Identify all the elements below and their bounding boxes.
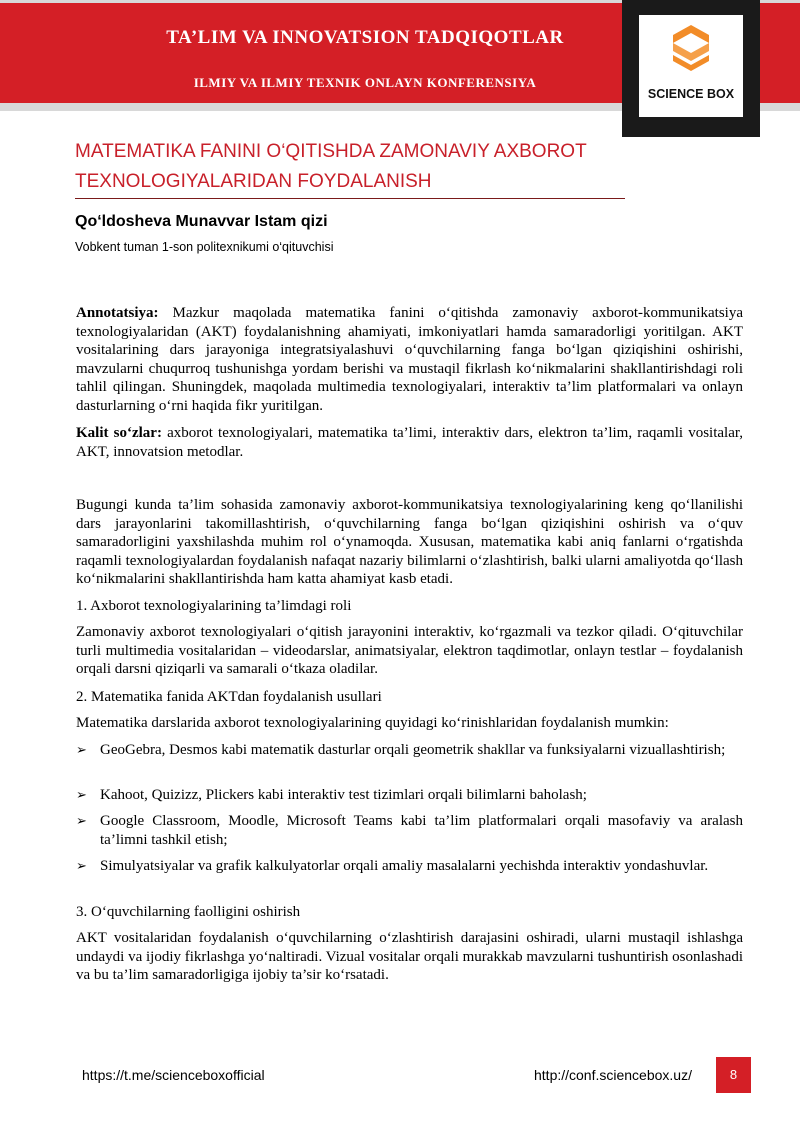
list-item-text: GeoGebra, Desmos kabi matematik dasturlar orqali geometrik shakllar va funksiyalarni vizuallashtirish; [100, 742, 726, 758]
logo-panel [639, 15, 743, 117]
author-name: Qo‘ldosheva Munavvar Istam qizi [75, 213, 328, 230]
bullet-arrow-icon: ➢ [76, 742, 87, 757]
section-2-paragraph: Matematika darslarida axborot texnologiyalarining quyidagi ko‘rinishlaridan foydalanish mumkin: [76, 715, 669, 731]
conference-title: TA’LIM VA INNOVATSION TADQIQOTLAR [166, 27, 564, 48]
annotation-label: Annotatsiya: [76, 305, 159, 321]
section-1-paragraph: Zamonaviy axborot texnologiyalari o‘qitish jarayonini interaktiv, ko‘rgazmali va tezkor qiladi. O‘qituvchilar turli multimedia vositalaridan – videodarslar, animatsiyalar, elektron taqdimotlar, onlayn testlar – foydalanish orqali darsni qiziqarli va samarali o‘tkaza oladilar. [76, 624, 743, 677]
list-item-text: Kahoot, Quizizz, Plickers kabi interaktiv test tizimlari orqali bilimlarni baholash; [100, 787, 587, 803]
logo-box [622, 0, 760, 137]
bullet-arrow-icon: ➢ [76, 813, 87, 828]
keywords-paragraph [76, 424, 743, 461]
section-3-heading: 3. O‘quvchilarning faolligini oshirish [76, 904, 301, 920]
bullet-arrow-icon: ➢ [76, 858, 87, 873]
list-item-text: Simulyatsiyalar va grafik kalkulyatorlar orqali amaliy masalalarni yechishda interaktiv yondashuvlar. [100, 858, 709, 874]
article-title-line-2: TEXNOLOGIYALARIDAN FOYDALANISH [75, 171, 432, 192]
logo-text: SCIENCE BOX [647, 87, 735, 101]
keywords-label: Kalit so‘zlar: [76, 425, 162, 441]
annotation-text: Mazkur maqolada matematika fanini o‘qitishda zamonaviy axborot-kommunikatsiya texnologiyalaridan (AKT) foydalanishning ahamiyati, imkoniyatlari hamda samaradorligi yoritilgan. AKT vositalarining dars jarayoniga integratsiyalashuvi o‘quvchilarning fanga bo‘lgan qiziqishini oshirishi, mavzularni chuqurroq tushunishga yordam berishi va mustaqil fikrlash ko‘nikmalarini shakllantirishdagi roli tahlil qilingan. Shuningdek, maqolada multimedia texnologiyalari, interaktiv ta’lim platformalari va onlayn dasturlarning o‘rni haqida fikr yuritilgan. [76, 305, 743, 414]
footer-telegram-link[interactable]: https://t.me/scienceboxofficial [82, 1067, 265, 1083]
section-3-paragraph: AKT vositalaridan foydalanish o‘quvchilarning o‘zlashtirish darajasini oshiradi, ularni mustaqil ishlashga undaydi va ijodiy fikrlashga yo‘naltiradi. Vizual vositalar orqali murakkab mavzularni tushuntirish osonlashadi va bu ta’lim samaradorligiga ijobiy ta’sir ko‘rsatadi. [76, 930, 744, 983]
sciencebox-logo-icon [669, 23, 713, 73]
title-divider [75, 198, 625, 199]
list-item-text: Google Classroom, Moodle, Microsoft Teams kabi ta’lim platformalari orqali masofaviy va aralash ta’limni tashkil etish; [100, 813, 743, 848]
section-1-heading: 1. Axborot texnologiyalarining ta’limdagi roli [76, 598, 352, 614]
intro-paragraph: Bugungi kunda ta’lim sohasida zamonaviy axborot-kommunikatsiya texnologiyalarining keng qo‘llanilishi dars jarayonlarini takomillashtirish, o‘quvchilarning fanga bo‘lgan qiziqishini oshirish va o‘quv samaradorligini yaxshilashda muhim rol o‘ynamoqda. Xususan, matematika kabi aniq fanlarni o‘rgatishda raqamli texnologiyalardan foydalanish nafaqat nazariy bilimlarni o‘zlashtirish, balki ularni amaliyotda qo‘llash ko‘nikmalarini shakllantirishda ham katta ahamiyat kasb etadi. [76, 497, 743, 587]
article-title-line-1: MATEMATIKA FANINI O‘QITISHDA ZAMONAVIY AXBOROT [75, 141, 587, 162]
annotation-paragraph [76, 304, 743, 415]
author-affiliation: Vobkent tuman 1-son politexnikumi o‘qituvchisi [75, 240, 334, 254]
page-number: 8 [716, 1057, 751, 1093]
section-2-heading: 2. Matematika fanida AKTdan foydalanish usullari [76, 689, 382, 705]
bullet-arrow-icon: ➢ [76, 787, 87, 802]
footer-website-link[interactable]: http://conf.sciencebox.uz/ [534, 1067, 692, 1083]
keywords-text: axborot texnologiyalari, matematika ta’limi, interaktiv dars, elektron ta’lim, raqamli vositalar, AKT, innovatsion metodlar. [76, 425, 743, 460]
conference-subtitle: ILMIY VA ILMIY TEXNIK ONLAYN KONFERENSIYA [193, 75, 537, 90]
article-title [75, 137, 635, 197]
